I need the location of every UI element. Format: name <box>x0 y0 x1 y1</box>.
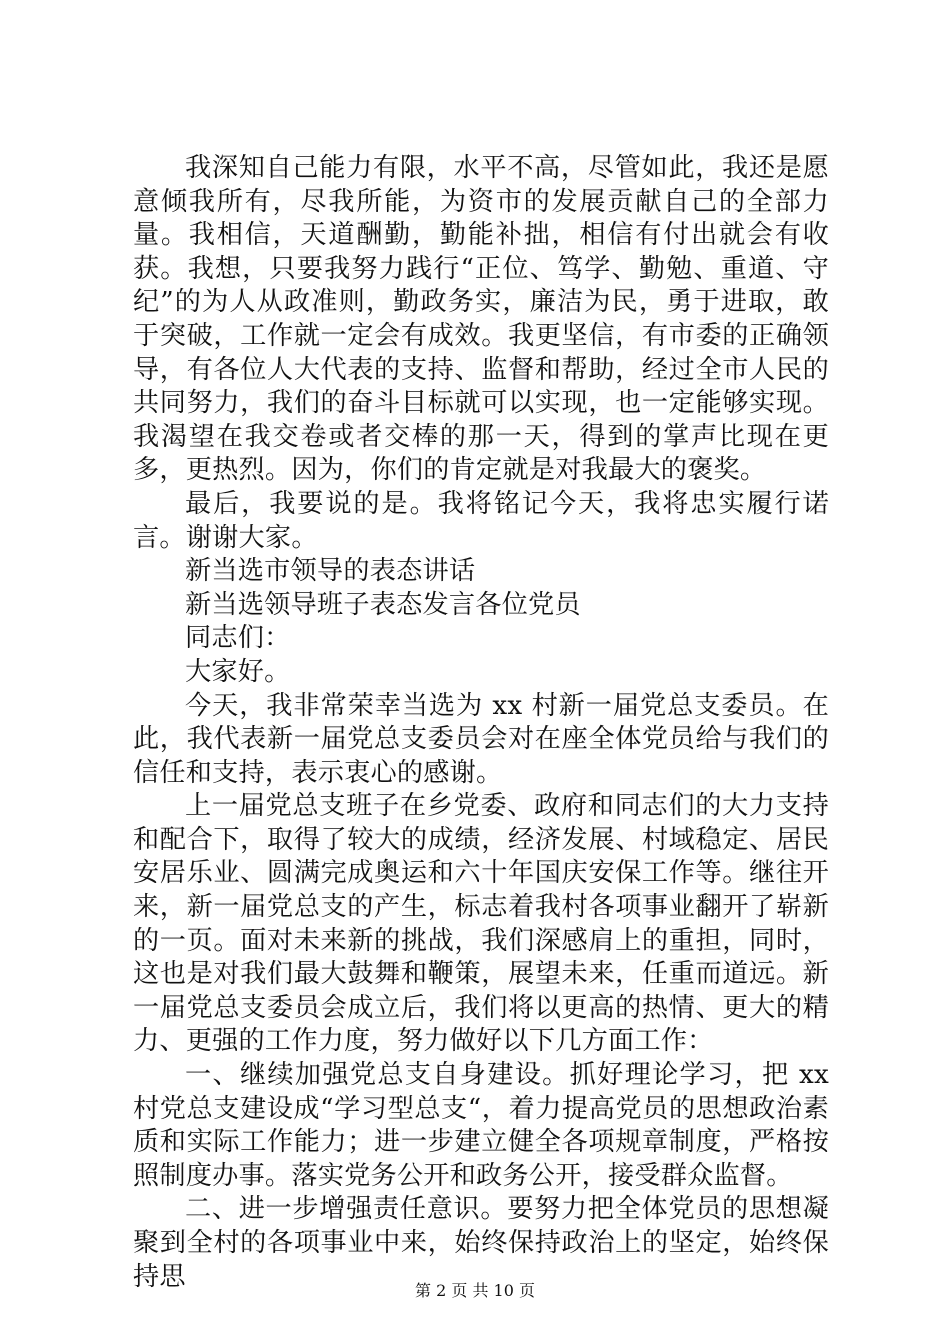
greeting: 大家好。 <box>185 656 291 687</box>
paragraph-point-one: 一、继续加强党总支自身建设。抓好理论学习，把 xx 村党总支建设成“学习型总支“，着力提高党员的思想政治素质和实际工作能力；进一步建立健全各项规章制度，严格按照制度办事。落实党务公开和政务公开，接受群众监督。 <box>133 1060 829 1191</box>
paragraph-review: 上一届党总支班子在乡党委、政府和同志们的大力支持和配合下，取得了较大的成绩，经济发展、村域稳定、居民安居乐业、圆满完成奥运和六十年国庆安保工作等。继往开来，新一届党总支的产生，标志着我村各项事业翻开了崭新的一页。面对未来新的挑战，我们深感肩上的重担，同时，这也是对我们最大鼓舞和鞭策，展望未来，任重而道远。新一届党总支委员会成立后，我们将以更高的热情、更大的精力、更强的工作力度，努力做好以下几方面工作： <box>133 791 829 1057</box>
salutation-comrades: 同志们： <box>185 623 291 654</box>
paragraph-thanks: 今天，我非常荣幸当选为 xx 村新一届党总支委员。在此，我代表新一届党总支委员会对在座全体党员给与我们的信任和支持，表示衷心的感谢。 <box>133 690 829 788</box>
page-number-footer: 第 2 页 共 10 页 <box>415 1281 535 1300</box>
paragraph-closing: 最后，我要说的是。我将铭记今天，我将忠实履行诺言。谢谢大家。 <box>133 488 829 553</box>
section-title-speech: 新当选市领导的表态讲话 <box>185 556 476 587</box>
paragraph-commitment: 我深知自己能力有限，水平不高，尽管如此，我还是愿意倾我所有，尽我所能，为资市的发展贡献自己的全部力量。我相信，天道酬勤，勤能补拙，相信有付出就会有收获。我想，只要我努力践行“正位、笃学、勤勉、重道、守纪”的为人从政准则，勤政务实，廉洁为民，勇于进取，敢于突破，工作就一定会有成效。我更坚信，有市委的正确领导，有各位人大代表的支持、监督和帮助，经过全市人民的共同努力，我们的奋斗目标就可以实现，也一定能够实现。我渴望在我交卷或者交棒的那一天，得到的掌声比现在更多，更热烈。因为，你们的肯定就是对我最大的褒奖。 <box>133 153 829 486</box>
paragraph-point-two: 二、进一步增强责任意识。要努力把全体党员的思想凝聚到全村的各项事业中来，始终保持政治上的坚定，始终保持思 <box>133 1194 829 1292</box>
section-title-party-speech: 新当选领导班子表态发言各位党员 <box>185 589 581 620</box>
document-body <box>133 152 829 1294</box>
